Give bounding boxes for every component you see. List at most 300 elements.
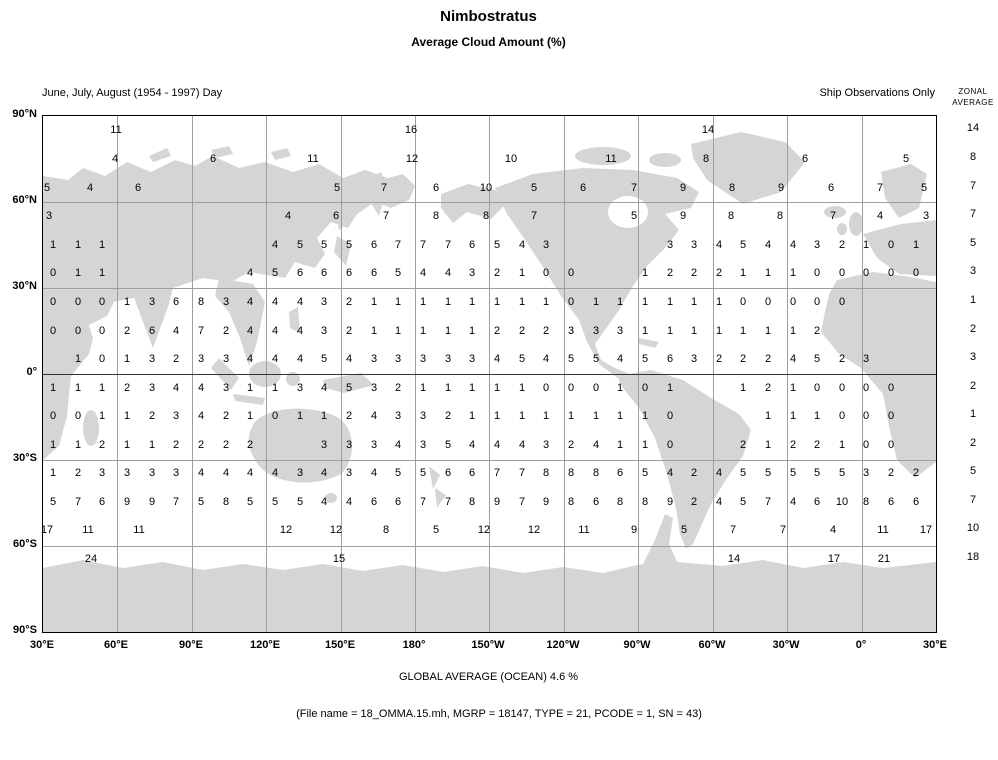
cloud-amount-value: 6 xyxy=(148,325,156,337)
zonal-average-value: 2 xyxy=(969,380,977,392)
cloud-amount-value: 3 xyxy=(148,353,156,365)
cloud-amount-value: 5 xyxy=(246,496,254,508)
cloud-amount-value: 8 xyxy=(727,210,735,222)
cloud-amount-value: 4 xyxy=(246,267,254,279)
cloud-amount-value: 0 xyxy=(862,382,870,394)
cloud-amount-value: 12 xyxy=(329,524,343,536)
cloud-amount-value: 3 xyxy=(690,239,698,251)
cloud-amount-value: 1 xyxy=(592,410,600,422)
cloud-amount-value: 4 xyxy=(172,382,180,394)
cloud-amount-value: 2 xyxy=(715,353,723,365)
cloud-amount-value: 3 xyxy=(172,410,180,422)
cloud-amount-value: 14 xyxy=(701,124,715,136)
cloud-amount-value: 12 xyxy=(279,524,293,536)
cloud-amount-value: 1 xyxy=(690,325,698,337)
cloud-amount-value: 3 xyxy=(444,353,452,365)
cloud-amount-value: 3 xyxy=(419,410,427,422)
cloud-amount-value: 3 xyxy=(148,296,156,308)
page-subtitle: Average Cloud Amount (%) xyxy=(411,35,566,49)
cloud-amount-value: 1 xyxy=(74,267,82,279)
cloud-amount-value: 2 xyxy=(123,325,131,337)
cloud-amount-value: 6 xyxy=(332,210,340,222)
file-info-label: (File name = 18_OMMA.15.mh, MGRP = 18147, TYPE = 21, PCODE = 1, SN = 43) xyxy=(296,708,702,720)
cloud-amount-value: 0 xyxy=(887,382,895,394)
cloud-amount-value: 15 xyxy=(332,553,346,565)
cloud-amount-value: 16 xyxy=(404,124,418,136)
cloud-amount-value: 2 xyxy=(222,410,230,422)
cloud-amount-value: 1 xyxy=(641,439,649,451)
zonal-average-value: 8 xyxy=(969,151,977,163)
cloud-amount-value: 9 xyxy=(493,496,501,508)
cloud-amount-value: 3 xyxy=(862,353,870,365)
cloud-amount-value: 4 xyxy=(246,353,254,365)
cloud-amount-value: 2 xyxy=(345,410,353,422)
cloud-amount-value: 5 xyxy=(789,467,797,479)
cloud-amount-value: 1 xyxy=(123,296,131,308)
cloud-amount-value: 0 xyxy=(271,410,279,422)
cloud-amount-value: 4 xyxy=(246,467,254,479)
cloud-amount-value: 4 xyxy=(789,353,797,365)
longitude-tick-label: 120°E xyxy=(249,639,281,651)
cloud-amount-value: 3 xyxy=(222,353,230,365)
cloud-amount-value: 3 xyxy=(345,439,353,451)
cloud-amount-value: 3 xyxy=(296,382,304,394)
cloud-amount-value: 5 xyxy=(518,353,526,365)
cloud-amount-value: 1 xyxy=(74,239,82,251)
cloud-amount-value: 4 xyxy=(345,496,353,508)
cloud-amount-value: 6 xyxy=(444,467,452,479)
cloud-amount-value: 7 xyxy=(829,210,837,222)
cloud-amount-value: 3 xyxy=(419,353,427,365)
cloud-amount-value: 4 xyxy=(197,382,205,394)
zonal-average-value: 7 xyxy=(969,494,977,506)
cloud-amount-value: 4 xyxy=(345,353,353,365)
cloud-amount-value: 2 xyxy=(74,467,82,479)
cloud-amount-value: 9 xyxy=(777,182,785,194)
cloud-amount-value: 6 xyxy=(616,467,624,479)
cloud-amount-value: 1 xyxy=(419,296,427,308)
cloud-amount-value: 1 xyxy=(74,353,82,365)
cloud-amount-value: 0 xyxy=(567,267,575,279)
cloud-amount-value: 6 xyxy=(887,496,895,508)
cloud-amount-value: 3 xyxy=(370,353,378,365)
longitude-tick-label: 30°E xyxy=(30,639,54,651)
zonal-average-value: 1 xyxy=(969,408,977,420)
cloud-amount-value: 8 xyxy=(776,210,784,222)
cloud-amount-value: 0 xyxy=(666,439,674,451)
cloud-amount-value: 2 xyxy=(222,439,230,451)
cloud-amount-value: 3 xyxy=(45,210,53,222)
cloud-amount-value: 1 xyxy=(641,325,649,337)
cloud-amount-value: 0 xyxy=(912,267,920,279)
cloud-amount-value: 2 xyxy=(912,467,920,479)
cloud-amount-value: 5 xyxy=(296,239,304,251)
cloud-amount-value: 1 xyxy=(764,439,772,451)
cloud-amount-value: 1 xyxy=(271,382,279,394)
cloud-amount-value: 4 xyxy=(246,296,254,308)
cloud-amount-value: 1 xyxy=(666,296,674,308)
cloud-amount-value: 1 xyxy=(739,267,747,279)
cloud-amount-value: 7 xyxy=(380,182,388,194)
cloud-amount-value: 5 xyxy=(197,496,205,508)
cloud-amount-value: 1 xyxy=(493,382,501,394)
cloud-amount-value: 1 xyxy=(444,325,452,337)
cloud-amount-value: 3 xyxy=(320,325,328,337)
cloud-amount-value: 4 xyxy=(320,496,328,508)
page-title: Nimbostratus xyxy=(440,8,537,25)
cloud-amount-value: 1 xyxy=(715,325,723,337)
cloud-amount-value: 2 xyxy=(98,439,106,451)
latitude-tick-label: 0° xyxy=(26,366,37,378)
values-layer xyxy=(40,116,936,632)
cloud-amount-value: 1 xyxy=(641,410,649,422)
cloud-amount-value: 4 xyxy=(715,467,723,479)
cloud-amount-value: 1 xyxy=(862,239,870,251)
cloud-amount-value: 1 xyxy=(394,325,402,337)
cloud-amount-value: 10 xyxy=(835,496,849,508)
cloud-amount-value: 4 xyxy=(296,296,304,308)
cloud-amount-value: 1 xyxy=(123,410,131,422)
source-label: Ship Observations Only xyxy=(819,87,935,99)
latitude-tick-label: 30°N xyxy=(12,280,37,292)
cloud-amount-value: 0 xyxy=(74,296,82,308)
longitude-tick-label: 150°E xyxy=(324,639,356,651)
cloud-amount-value: 4 xyxy=(271,325,279,337)
cloud-amount-value: 2 xyxy=(764,353,772,365)
cloud-amount-value: 5 xyxy=(296,496,304,508)
cloud-amount-value: 4 xyxy=(764,239,772,251)
cloud-amount-value: 5 xyxy=(680,524,688,536)
cloud-amount-value: 3 xyxy=(394,410,402,422)
cloud-amount-value: 5 xyxy=(345,382,353,394)
zonal-average-value: 7 xyxy=(969,208,977,220)
cloud-amount-value: 7 xyxy=(729,524,737,536)
cloud-amount-value: 2 xyxy=(345,296,353,308)
cloud-amount-value: 0 xyxy=(862,410,870,422)
cloud-amount-value: 9 xyxy=(123,496,131,508)
cloud-amount-value: 1 xyxy=(444,296,452,308)
cloud-amount-value: 1 xyxy=(592,296,600,308)
cloud-amount-value: 7 xyxy=(876,182,884,194)
cloud-amount-value: 4 xyxy=(829,524,837,536)
cloud-amount-value: 9 xyxy=(542,496,550,508)
cloud-amount-value: 0 xyxy=(542,267,550,279)
cloud-amount-value: 17 xyxy=(827,553,841,565)
cloud-amount-value: 2 xyxy=(764,382,772,394)
cloud-amount-value: 3 xyxy=(296,467,304,479)
cloud-amount-value: 0 xyxy=(542,382,550,394)
zonal-average-value: 10 xyxy=(966,522,980,534)
cloud-amount-value: 0 xyxy=(887,267,895,279)
cloud-amount-value: 2 xyxy=(813,325,821,337)
cloud-amount-value: 4 xyxy=(271,353,279,365)
cloud-amount-value: 7 xyxy=(444,239,452,251)
cloud-amount-value: 0 xyxy=(813,382,821,394)
cloud-amount-value: 4 xyxy=(111,153,119,165)
cloud-amount-value: 1 xyxy=(641,296,649,308)
cloud-amount-value: 5 xyxy=(592,353,600,365)
cloud-amount-value: 1 xyxy=(74,439,82,451)
cloud-amount-value: 1 xyxy=(123,353,131,365)
cloud-amount-value: 2 xyxy=(493,267,501,279)
zonal-average-value: 18 xyxy=(966,551,980,563)
longitude-tick-label: 180° xyxy=(402,639,426,651)
cloud-amount-value: 1 xyxy=(148,439,156,451)
cloud-amount-value: 0 xyxy=(641,382,649,394)
cloud-amount-value: 1 xyxy=(98,382,106,394)
cloud-amount-value: 0 xyxy=(813,296,821,308)
cloud-amount-value: 2 xyxy=(123,382,131,394)
cloud-amount-value: 5 xyxy=(739,239,747,251)
cloud-amount-value: 0 xyxy=(592,382,600,394)
cloud-amount-value: 2 xyxy=(444,410,452,422)
cloud-amount-value: 4 xyxy=(370,410,378,422)
cloud-amount-value: 1 xyxy=(419,382,427,394)
cloud-amount-value: 0 xyxy=(98,296,106,308)
cloud-amount-value: 2 xyxy=(394,382,402,394)
cloud-amount-value: 6 xyxy=(345,267,353,279)
cloud-amount-value: 1 xyxy=(444,382,452,394)
cloud-amount-value: 3 xyxy=(862,467,870,479)
cloud-amount-value: 2 xyxy=(715,267,723,279)
cloud-amount-value: 3 xyxy=(542,239,550,251)
cloud-amount-value: 4 xyxy=(666,467,674,479)
zonal-average-value: 5 xyxy=(969,237,977,249)
cloud-amount-value: 11 xyxy=(605,153,617,165)
cloud-amount-value: 6 xyxy=(468,239,476,251)
cloud-amount-value: 1 xyxy=(394,296,402,308)
cloud-amount-value: 9 xyxy=(630,524,638,536)
cloud-amount-value: 6 xyxy=(209,153,217,165)
longitude-tick-label: 120°W xyxy=(546,639,580,651)
cloud-amount-value: 1 xyxy=(493,410,501,422)
cloud-amount-value: 0 xyxy=(567,382,575,394)
cloud-amount-value: 5 xyxy=(567,353,575,365)
cloud-amount-value: 8 xyxy=(432,210,440,222)
cloud-amount-value: 9 xyxy=(666,496,674,508)
cloud-amount-value: 6 xyxy=(813,496,821,508)
cloud-amount-value: 10 xyxy=(479,182,493,194)
cloud-amount-value: 0 xyxy=(49,267,57,279)
cloud-amount-value: 5 xyxy=(394,267,402,279)
cloud-amount-value: 1 xyxy=(789,382,797,394)
cloud-amount-value: 3 xyxy=(320,296,328,308)
cloud-amount-value: 1 xyxy=(641,267,649,279)
period-label: June, July, August (1954 - 1997) Day xyxy=(42,87,223,99)
cloud-amount-value: 1 xyxy=(764,410,772,422)
cloud-amount-value: 4 xyxy=(789,496,797,508)
cloud-amount-value: 5 xyxy=(764,467,772,479)
cloud-amount-value: 3 xyxy=(148,382,156,394)
cloud-amount-value: 0 xyxy=(887,410,895,422)
cloud-amount-value: 3 xyxy=(320,439,328,451)
cloud-amount-value: 11 xyxy=(133,524,145,536)
cloud-amount-value: 4 xyxy=(592,439,600,451)
cloud-amount-value: 6 xyxy=(370,496,378,508)
cloud-amount-value: 5 xyxy=(419,467,427,479)
cloud-amount-value: 1 xyxy=(468,382,476,394)
cloud-amount-value: 7 xyxy=(74,496,82,508)
cloud-amount-value: 5 xyxy=(271,496,279,508)
cloud-amount-value: 1 xyxy=(838,439,846,451)
cloud-amount-value: 3 xyxy=(922,210,930,222)
cloud-amount-value: 6 xyxy=(370,267,378,279)
cloud-amount-value: 1 xyxy=(468,325,476,337)
cloud-amount-value: 0 xyxy=(887,239,895,251)
cloud-amount-value: 5 xyxy=(838,467,846,479)
cloud-amount-value: 14 xyxy=(727,553,741,565)
latitude-tick-label: 90°N xyxy=(12,108,37,120)
cloud-amount-value: 8 xyxy=(592,467,600,479)
cloud-amount-value: 5 xyxy=(333,182,341,194)
cloud-amount-value: 1 xyxy=(739,382,747,394)
cloud-amount-value: 5 xyxy=(641,467,649,479)
cloud-amount-value: 4 xyxy=(715,496,723,508)
cloud-amount-value: 1 xyxy=(666,325,674,337)
cloud-amount-value: 1 xyxy=(616,410,624,422)
cloud-amount-value: 4 xyxy=(246,325,254,337)
cloud-amount-value: 8 xyxy=(702,153,710,165)
cloud-amount-value: 1 xyxy=(246,382,254,394)
longitude-tick-label: 90°E xyxy=(179,639,203,651)
cloud-amount-value: 1 xyxy=(468,410,476,422)
cloud-amount-value: 4 xyxy=(789,239,797,251)
cloud-amount-value: 1 xyxy=(246,410,254,422)
cloud-amount-value: 8 xyxy=(542,467,550,479)
cloud-amount-value: 1 xyxy=(567,410,575,422)
cloud-amount-value: 2 xyxy=(813,439,821,451)
cloud-amount-value: 4 xyxy=(518,439,526,451)
cloud-amount-value: 5 xyxy=(320,239,328,251)
cloud-amount-value: 1 xyxy=(715,296,723,308)
cloud-amount-value: 6 xyxy=(827,182,835,194)
cloud-amount-value: 0 xyxy=(838,296,846,308)
cloud-amount-value: 1 xyxy=(518,267,526,279)
cloud-amount-value: 0 xyxy=(739,296,747,308)
cloud-amount-value: 2 xyxy=(197,439,205,451)
cloud-amount-value: 1 xyxy=(296,410,304,422)
cloud-amount-value: 1 xyxy=(518,410,526,422)
zonal-average-value: 3 xyxy=(969,265,977,277)
cloud-amount-value: 1 xyxy=(98,267,106,279)
cloud-amount-value: 8 xyxy=(862,496,870,508)
cloud-amount-value: 7 xyxy=(394,239,402,251)
cloud-amount-value: 6 xyxy=(172,296,180,308)
cloud-amount-value: 11 xyxy=(307,153,319,165)
longitude-tick-label: 0° xyxy=(855,639,867,651)
cloud-amount-value: 4 xyxy=(320,382,328,394)
cloud-amount-value: 3 xyxy=(567,325,575,337)
cloud-amount-value: 5 xyxy=(444,439,452,451)
cloud-amount-value: 4 xyxy=(493,353,501,365)
cloud-amount-value: 3 xyxy=(419,439,427,451)
cloud-amount-value: 0 xyxy=(49,325,57,337)
cloud-amount-value: 1 xyxy=(98,239,106,251)
cloud-amount-value: 2 xyxy=(666,267,674,279)
zonal-average-header xyxy=(948,86,998,108)
cloud-amount-value: 8 xyxy=(728,182,736,194)
cloud-amount-value: 9 xyxy=(679,182,687,194)
cloud-amount-value: 2 xyxy=(222,325,230,337)
cloud-amount-value: 2 xyxy=(690,467,698,479)
zonal-average-value: 5 xyxy=(969,465,977,477)
cloud-amount-value: 2 xyxy=(838,239,846,251)
cloud-amount-value: 4 xyxy=(172,325,180,337)
cloud-amount-value: 11 xyxy=(578,524,590,536)
cloud-amount-value: 1 xyxy=(616,296,624,308)
cloud-amount-value: 5 xyxy=(493,239,501,251)
cloud-amount-value: 7 xyxy=(630,182,638,194)
cloud-amount-value: 0 xyxy=(98,325,106,337)
cloud-amount-value: 2 xyxy=(739,353,747,365)
cloud-amount-value: 7 xyxy=(493,467,501,479)
latitude-tick-label: 60°S xyxy=(13,538,37,550)
cloud-amount-value: 8 xyxy=(382,524,390,536)
cloud-amount-value: 6 xyxy=(912,496,920,508)
cloud-amount-value: 5 xyxy=(641,353,649,365)
cloud-amount-value: 4 xyxy=(271,239,279,251)
zonal-average-value: 2 xyxy=(969,437,977,449)
zonal-average-value: 1 xyxy=(969,294,977,306)
zonal-average-value: 3 xyxy=(969,351,977,363)
cloud-amount-value: 8 xyxy=(567,467,575,479)
cloud-amount-value: 6 xyxy=(666,353,674,365)
cloud-amount-value: 3 xyxy=(542,439,550,451)
cloud-amount-value: 4 xyxy=(616,353,624,365)
cloud-amount-value: 4 xyxy=(542,353,550,365)
cloud-amount-value: 11 xyxy=(877,524,889,536)
cloud-amount-value: 2 xyxy=(172,439,180,451)
cloud-amount-value: 8 xyxy=(567,496,575,508)
cloud-amount-value: 4 xyxy=(419,267,427,279)
cloud-amount-value: 3 xyxy=(616,325,624,337)
longitude-tick-label: 30°W xyxy=(772,639,800,651)
cloud-amount-value: 4 xyxy=(86,182,94,194)
cloud-amount-value: 6 xyxy=(370,239,378,251)
cloud-amount-value: 3 xyxy=(370,382,378,394)
cloud-amount-value: 1 xyxy=(493,296,501,308)
cloud-amount-value: 5 xyxy=(394,467,402,479)
cloud-amount-value: 3 xyxy=(468,267,476,279)
cloud-amount-value: 1 xyxy=(518,382,526,394)
cloud-amount-value: 1 xyxy=(370,325,378,337)
cloud-amount-value: 2 xyxy=(148,410,156,422)
longitude-tick-label: 60°W xyxy=(698,639,726,651)
cloud-amount-value: 4 xyxy=(444,267,452,279)
cloud-amount-value: 4 xyxy=(320,467,328,479)
cloud-amount-value: 0 xyxy=(838,267,846,279)
longitude-tick-label: 150°W xyxy=(471,639,505,651)
cloud-amount-value: 1 xyxy=(74,382,82,394)
cloud-amount-value: 1 xyxy=(616,382,624,394)
cloud-amount-value: 9 xyxy=(148,496,156,508)
latitude-tick-label: 30°S xyxy=(13,452,37,464)
cloud-amount-value: 4 xyxy=(197,467,205,479)
cloud-amount-value: 5 xyxy=(920,182,928,194)
cloud-amount-value: 3 xyxy=(98,467,106,479)
cloud-amount-value: 1 xyxy=(98,410,106,422)
cloud-amount-value: 2 xyxy=(838,353,846,365)
cloud-amount-value: 7 xyxy=(419,239,427,251)
cloud-amount-value: 3 xyxy=(345,467,353,479)
cloud-amount-value: 2 xyxy=(493,325,501,337)
cloud-amount-value: 3 xyxy=(370,439,378,451)
cloud-amount-value: 6 xyxy=(468,467,476,479)
cloud-amount-value: 4 xyxy=(394,439,402,451)
map-plot-area xyxy=(42,115,937,633)
cloud-amount-value: 3 xyxy=(813,239,821,251)
cloud-amount-value: 3 xyxy=(592,325,600,337)
